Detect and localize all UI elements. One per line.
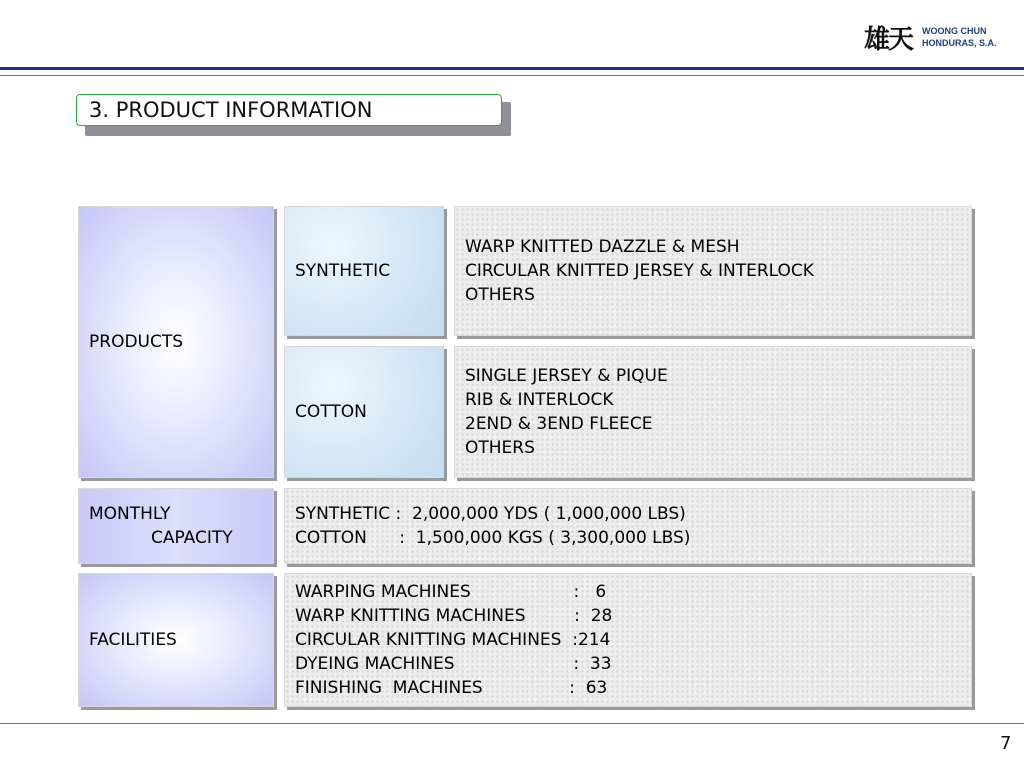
- synthetic-label-cell: [284, 206, 444, 336]
- slide-title: 3. PRODUCT INFORMATION: [76, 94, 502, 126]
- logo-chinese-characters: 雄天: [864, 24, 913, 55]
- products-label: PRODUCTS: [89, 332, 184, 352]
- capacity-line: SYNTHETIC : 2,000,000 YDS ( 1,000,000 LBS): [295, 504, 686, 524]
- capacity-label-cell: [78, 488, 274, 564]
- synthetic-item: OTHERS: [465, 285, 535, 305]
- facilities-label: FACILITIES: [89, 630, 177, 650]
- facility-line: WARPING MACHINES : 6: [295, 582, 607, 602]
- cotton-label: COTTON: [295, 402, 367, 422]
- facility-line: FINISHING MACHINES : 63: [295, 678, 608, 698]
- capacity-values-cell: [284, 488, 972, 564]
- page-number: 7: [1000, 733, 1012, 754]
- facilities-values-cell: [284, 573, 972, 707]
- facility-line: CIRCULAR KNITTING MACHINES :214: [295, 630, 611, 650]
- logo-line-2: HONDURAS, S.A.: [922, 38, 997, 48]
- company-logo: [864, 20, 1014, 54]
- facility-line: WARP KNITTING MACHINES : 28: [295, 606, 613, 626]
- facility-line: DYEING MACHINES : 33: [295, 654, 612, 674]
- synthetic-item: CIRCULAR KNITTED JERSEY & INTERLOCK: [465, 261, 814, 281]
- logo-line-1: WOONG CHUN: [922, 26, 987, 36]
- synthetic-items-cell: [454, 206, 972, 336]
- facilities-label-cell: [78, 573, 274, 707]
- synthetic-label: SYNTHETIC: [295, 261, 391, 281]
- cotton-item: SINGLE JERSEY & PIQUE: [465, 366, 668, 386]
- cotton-label-cell: [284, 346, 444, 478]
- capacity-label-line-1: MONTHLY: [89, 504, 171, 524]
- products-label-cell: [78, 206, 274, 478]
- cotton-item: RIB & INTERLOCK: [465, 390, 614, 410]
- footer-rule: [0, 723, 1024, 724]
- capacity-label-line-2: CAPACITY: [151, 528, 233, 548]
- cotton-items-cell: [454, 346, 972, 478]
- cotton-item: 2END & 3END FLEECE: [465, 414, 653, 434]
- cotton-item: OTHERS: [465, 438, 535, 458]
- header-rule-green: [0, 75, 1024, 76]
- logo-text: [922, 25, 997, 49]
- header-rule-blue: [0, 67, 1024, 70]
- synthetic-item: WARP KNITTED DAZZLE & MESH: [465, 237, 740, 257]
- capacity-line: COTTON : 1,500,000 KGS ( 3,300,000 LBS): [295, 528, 691, 548]
